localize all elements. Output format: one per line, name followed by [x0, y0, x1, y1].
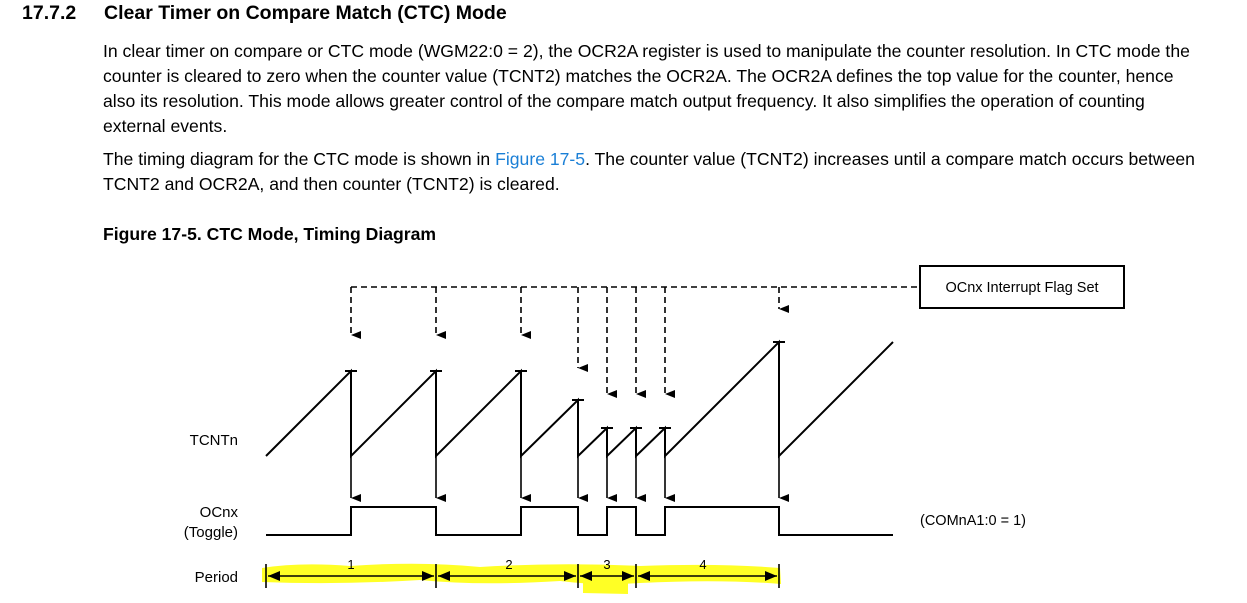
paragraph-text-before-link: The timing diagram for the CTC mode is shown in [103, 149, 496, 169]
paragraph-ctc-description: In clear timer on compare or CTC mode (WGM22:0 = 2), the OCR2A register is used to manipulate the counter resolution. In CTC mode the counter is cleared to zero when the counter value (TCNT2) matches the OCR2A. The OCR2A defines the top value for the counter, hence also its resolution. This mode allows greater control of the compare match output frequency. It also simplifies the operation of counting external events. [103, 41, 1190, 136]
tcnt-label: TCNTn [189, 432, 238, 449]
period-number-4: 4 [699, 557, 707, 572]
interrupt-flag-label: OCnx Interrupt Flag Set [945, 280, 1099, 296]
mode-note: (COMnA1:0 = 1) [920, 513, 1026, 529]
oc-toggle-label: (Toggle) [183, 524, 238, 541]
figure-caption: Figure 17-5. CTC Mode, Timing Diagram [103, 224, 437, 244]
section-title: Clear Timer on Compare Match (CTC) Mode [104, 2, 507, 24]
period-number-3: 3 [603, 557, 611, 572]
period-number-2: 2 [505, 557, 513, 572]
period-label: Period [194, 569, 238, 586]
oc-waveform [266, 507, 893, 535]
tcnt-waveform [266, 342, 893, 456]
section-number: 17.7.2 [22, 2, 77, 24]
figure-link[interactable]: Figure 17-5 [495, 149, 586, 169]
paragraph-text-after-link: . The counter value (TCNT2) increases until a compare match occurs between TCNT2 and OCR2A, and then counter (TCNT2) is cleared. [103, 149, 1195, 194]
oc-label: OCnx [199, 504, 238, 521]
period-number-1: 1 [347, 557, 355, 572]
toggle-arrows [351, 456, 779, 498]
